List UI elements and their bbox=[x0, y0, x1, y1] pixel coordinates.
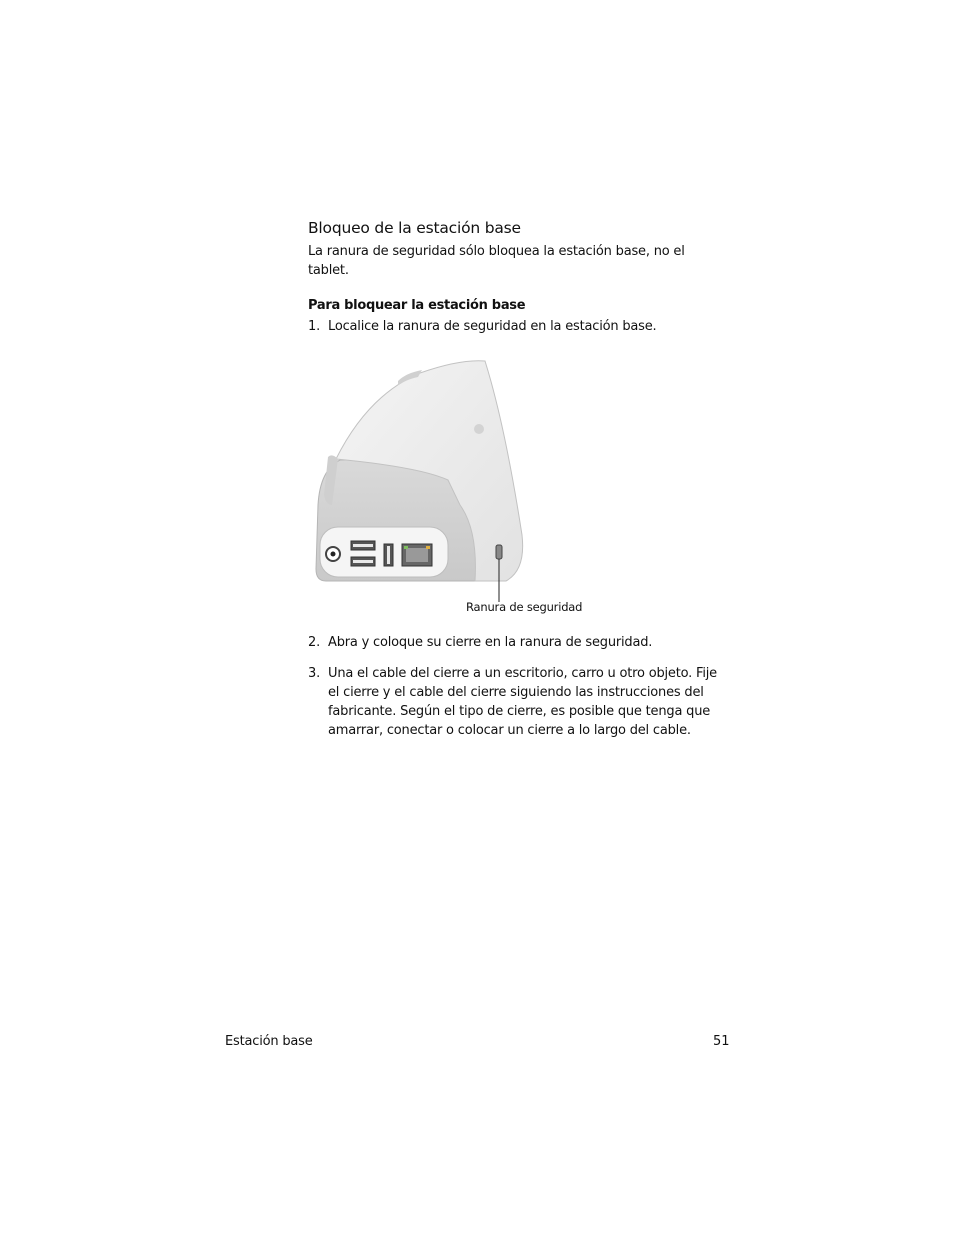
step-number: 2. bbox=[308, 635, 321, 650]
footer-section-name: Estación base bbox=[225, 1034, 313, 1049]
step-number: 3. bbox=[308, 666, 321, 681]
step-3 bbox=[308, 664, 728, 740]
step-text: Abra y coloque su cierre en la ranura de seguridad. bbox=[328, 635, 653, 650]
docking-station-figure bbox=[310, 355, 550, 615]
step-text: Una el cable del cierre a un escritorio, carro u otro objeto. Fije el cierre y el cable del cierre siguiendo las instrucciones del fabricante. Según el tipo de cierre, es posible que tenga que amarrar, conectar o colocar un cierre a lo largo del cable. bbox=[328, 666, 717, 738]
step-text: Localice la ranura de seguridad en la estación base. bbox=[328, 319, 657, 334]
security-slot-callout: Ranura de seguridad bbox=[466, 600, 583, 614]
docking-station-illustration bbox=[310, 355, 550, 615]
step-2 bbox=[308, 633, 728, 652]
page-number: 51 bbox=[713, 1034, 730, 1049]
section-title: Bloqueo de la estación base bbox=[308, 219, 521, 237]
step-number: 1. bbox=[308, 319, 321, 334]
intro-paragraph: La ranura de seguridad sólo bloquea la estación base, no el tablet. bbox=[308, 244, 685, 278]
procedure-title: Para bloquear la estación base bbox=[308, 298, 526, 313]
step-1 bbox=[308, 317, 728, 336]
